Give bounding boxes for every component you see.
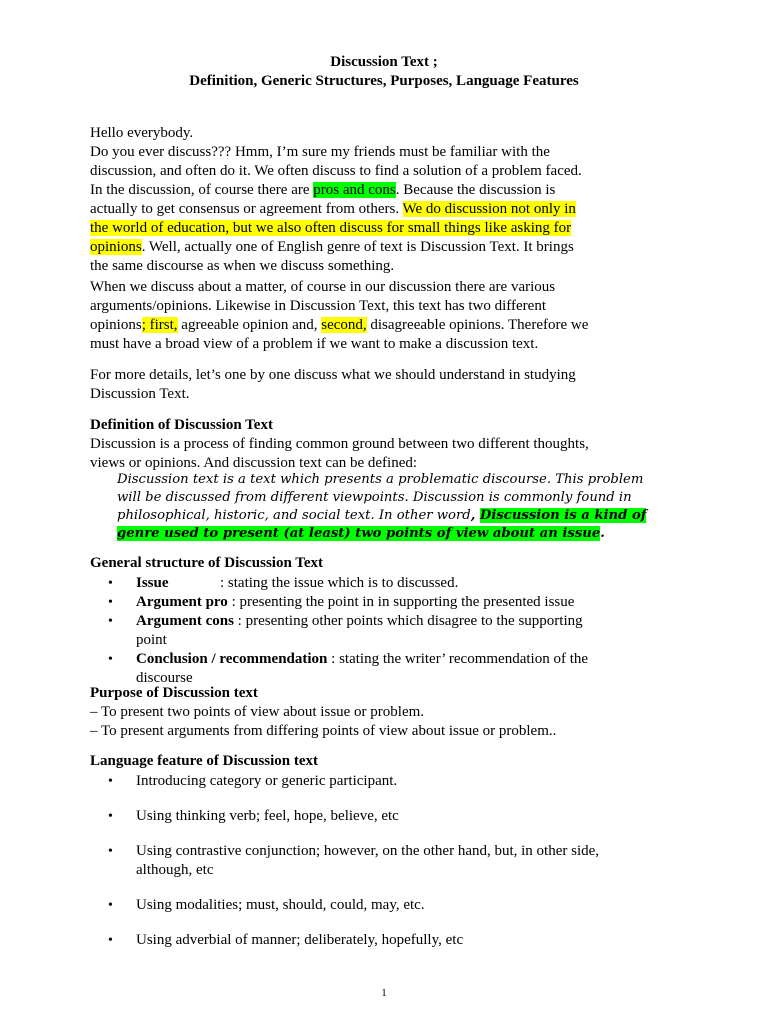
- text-line: Discussion Text.: [90, 386, 190, 402]
- list-item: • Introducing category or generic participant.: [108, 773, 398, 789]
- highlight-pros-cons: pros and cons: [313, 182, 396, 198]
- quote-line: philosophical, historic, and social text. In other word, Discussion is a kind of: [117, 508, 647, 523]
- language-list: [108, 772, 708, 950]
- text-line: Discussion is a process of finding common ground between two different thoughts,: [90, 436, 589, 452]
- text-line: opinions. Well, actually one of English genre of text is Discussion Text. It brings: [90, 239, 574, 255]
- highlight-second: second,: [321, 317, 367, 333]
- text-line: views or opinions. And discussion text can be defined:: [90, 455, 418, 471]
- bullet-icon: •: [108, 614, 113, 629]
- quote-line: will be discussed from different viewpoints. Discussion is commonly found in: [117, 490, 632, 505]
- list-item: • Argument cons : presenting other points which disagree to the supporting point: [108, 613, 583, 648]
- document-subtitle: Definition, Generic Structures, Purposes, Language Features: [189, 73, 579, 89]
- language-heading-block: [90, 752, 690, 771]
- text-line: When we discuss about a matter, of course in our discussion there are various: [90, 279, 556, 295]
- section-heading: Definition of Discussion Text: [90, 417, 273, 433]
- quote-line: genre used to present (at least) two points of view about an issue.: [117, 526, 605, 541]
- list-item: • Using adverbial of manner; deliberately, hopefully, etc: [108, 932, 464, 948]
- section-heading: Purpose of Discussion text: [90, 685, 258, 701]
- highlight-yellow: the world of education, but we also often discuss for small things like asking for: [90, 220, 572, 236]
- text-line: – To present arguments from differing points of view about issue or problem..: [90, 723, 557, 739]
- bullet-icon: •: [108, 595, 113, 610]
- list-item: • Using modalities; must, should, could, may, etc.: [108, 897, 425, 913]
- list-item: • Using contrastive conjunction; however, on the other hand, but, in other side, although, etc: [108, 843, 600, 878]
- text-line: Do you ever discuss??? Hmm, I’m sure my friends must be familiar with the: [90, 144, 550, 160]
- details-paragraph: [90, 366, 690, 404]
- list-item: • Using thinking verb; feel, hope, believe, etc: [108, 808, 399, 824]
- list-item: • Argument pro : presenting the point in in supporting the presented issue: [108, 594, 575, 610]
- page-number: 1: [381, 987, 387, 999]
- list-item: • Issue : stating the issue which is to discussed.: [108, 575, 459, 591]
- highlight-green: Discussion is a kind of: [479, 508, 647, 523]
- text-line: arguments/opinions. Likewise in Discussion Text, this text has two different: [90, 298, 546, 314]
- list-item: • Conclusion / recommendation : stating the writer’ recommendation of the discourse: [108, 651, 589, 686]
- bullet-icon: •: [108, 576, 113, 591]
- text-line: [90, 219, 690, 238]
- document-title: Discussion Text ;: [330, 54, 438, 70]
- text-line: actually to get consensus or agreement from others. We do discussion not only in: [90, 201, 576, 217]
- text-line: For more details, let’s one by one discuss what we should understand in studying: [90, 367, 576, 383]
- highlight-first: ; first,: [141, 317, 178, 333]
- text-line: – To present two points of view about issue or problem.: [90, 704, 425, 720]
- text-line: Hello everybody.: [90, 125, 194, 141]
- bullet-icon: •: [108, 844, 113, 859]
- bullet-icon: •: [108, 898, 113, 913]
- intro-paragraph: [90, 124, 690, 276]
- bullet-icon: •: [108, 933, 113, 948]
- opinions-paragraph: [90, 278, 690, 354]
- quote-line: Discussion text is a text which presents a problematic discourse. This problem: [117, 472, 644, 487]
- section-heading: Language feature of Discussion text: [90, 753, 319, 769]
- bullet-icon: •: [108, 774, 113, 789]
- bullet-icon: •: [108, 652, 113, 667]
- section-heading: General structure of Discussion Text: [90, 555, 324, 571]
- text-line: discussion, and often do it. We often discuss to find a solution of a problem faced.: [90, 163, 582, 179]
- highlight-yellow: opinions: [90, 239, 142, 255]
- text-line: must have a broad view of a problem if we want to make a discussion text.: [90, 336, 539, 352]
- text-line: opinions; first, agreeable opinion and, second, disagreeable opinions. Therefore we: [90, 317, 589, 333]
- bullet-icon: •: [108, 809, 113, 824]
- purpose-section: [90, 684, 690, 741]
- structure-heading-block: [90, 554, 690, 573]
- text-line: the same discourse as when we discuss something.: [90, 258, 395, 274]
- highlight-green: genre used to present (at least) two points of view about an issue: [117, 526, 601, 541]
- definition-section: [90, 416, 690, 473]
- highlight-yellow: We do discussion not only in: [402, 201, 576, 217]
- definition-quote: [117, 471, 697, 543]
- text-line: In the discussion, of course there are pros and cons. Because the discussion is: [90, 182, 556, 198]
- structure-list: [108, 574, 708, 688]
